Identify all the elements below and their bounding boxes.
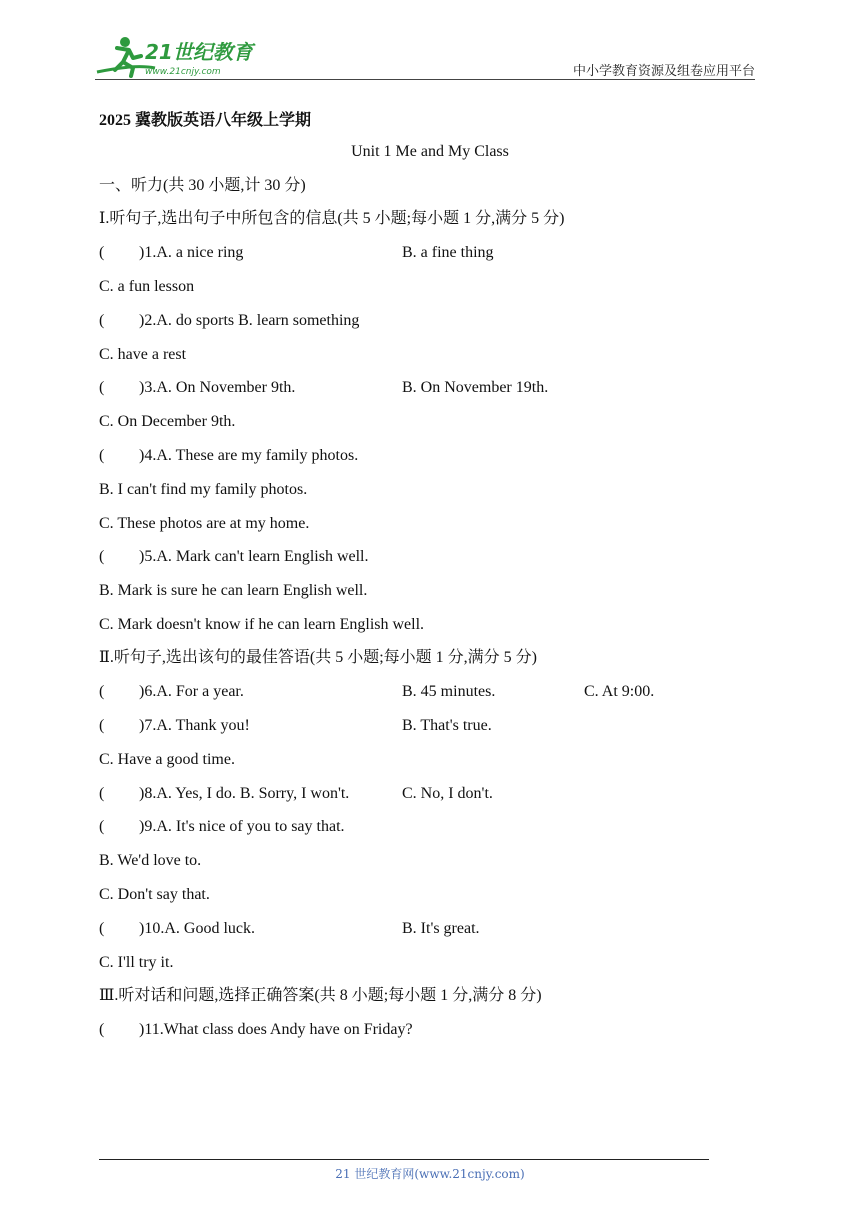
answer-paren: ( [99,785,105,802]
option-b: B. That's true. [402,717,492,734]
option-ab: )8.A. Yes, I do. B. Sorry, I won't. [139,785,350,802]
option-a: )3.A. On November 9th. [139,379,296,396]
question-5 [99,547,368,567]
question-3-option-c: C. On December 9th. [99,413,236,430]
option-b: B. On November 19th. [402,379,549,396]
question-5-option-c: C. Mark doesn't know if he can learn English well. [99,616,425,633]
header-platform-text: 中小学教育资源及组卷应用平台 [572,64,755,79]
question-5-option-b: B. Mark is sure he can learn English well. [99,582,368,599]
question-4-option-c: C. These photos are at my home. [99,515,310,532]
option-c: C. No, I don't. [402,785,493,802]
option-a: )4.A. These are my family photos. [139,447,359,464]
answer-paren: ( [99,244,105,261]
header-divider [95,79,755,80]
option-a: )7.A. Thank you! [139,717,250,734]
answer-paren: ( [99,683,105,700]
answer-paren: ( [99,818,105,835]
question-4-option-b: B. I can't find my family photos. [99,481,308,498]
logo-text: 21世纪教育 [145,40,253,64]
option-b: B. 45 minutes. [402,683,496,700]
question-8 [99,784,779,804]
question-7 [99,716,779,736]
logo-url: www.21cnjy.com [145,67,221,77]
question-1-option-c: C. a fun lesson [99,278,195,295]
question-6 [99,682,779,702]
question-1 [99,243,779,263]
question-10 [99,919,779,939]
option-ab: )2.A. do sports B. learn something [139,312,360,329]
unit-title: Unit 1 Me and My Class [351,143,509,160]
option-a: )6.A. For a year. [139,683,244,700]
footer-link[interactable]: 21 世纪教育网(www.21cnjy.com) [335,1167,525,1181]
page-header [95,34,755,80]
doc-title: 2025 冀教版英语八年级上学期 [99,112,312,129]
section-heading: 一、听力(共 30 小题,计 30 分) [99,177,306,194]
part-heading-1: Ⅰ.听句子,选出句子中所包含的信息(共 5 小题;每小题 1 分,满分 5 分) [99,210,565,227]
answer-paren: ( [99,717,105,734]
question-9-option-b: B. We'd love to. [99,852,202,869]
option-a: )1.A. a nice ring [139,244,244,261]
option-a: )10.A. Good luck. [139,920,255,937]
question-9 [99,817,345,837]
answer-paren: ( [99,548,105,565]
option-c: C. At 9:00. [584,683,655,700]
option-a: )9.A. It's nice of you to say that. [139,818,345,835]
question-text: )11.What class does Andy have on Friday? [139,1021,413,1038]
answer-paren: ( [99,447,105,464]
question-10-option-c: C. I'll try it. [99,954,174,971]
question-11 [99,1020,413,1040]
question-4 [99,446,358,466]
answer-paren: ( [99,1021,105,1038]
question-3 [99,378,779,398]
question-2-option-c: C. have a rest [99,346,187,363]
logo-21cnjy [95,34,260,78]
option-a: )5.A. Mark can't learn English well. [139,548,369,565]
answer-paren: ( [99,312,105,329]
part-heading-2: Ⅱ.听句子,选出该句的最佳答语(共 5 小题;每小题 1 分,满分 5 分) [99,649,537,666]
question-9-option-c: C. Don't say that. [99,886,210,903]
question-2 [99,311,359,331]
option-b: B. a fine thing [402,244,494,261]
question-7-option-c: C. Have a good time. [99,751,235,768]
option-b: B. It's great. [402,920,480,937]
answer-paren: ( [99,379,105,396]
footer-divider [99,1159,709,1160]
answer-paren: ( [99,920,105,937]
part-heading-3: Ⅲ.听对话和问题,选择正确答案(共 8 小题;每小题 1 分,满分 8 分) [99,987,542,1004]
